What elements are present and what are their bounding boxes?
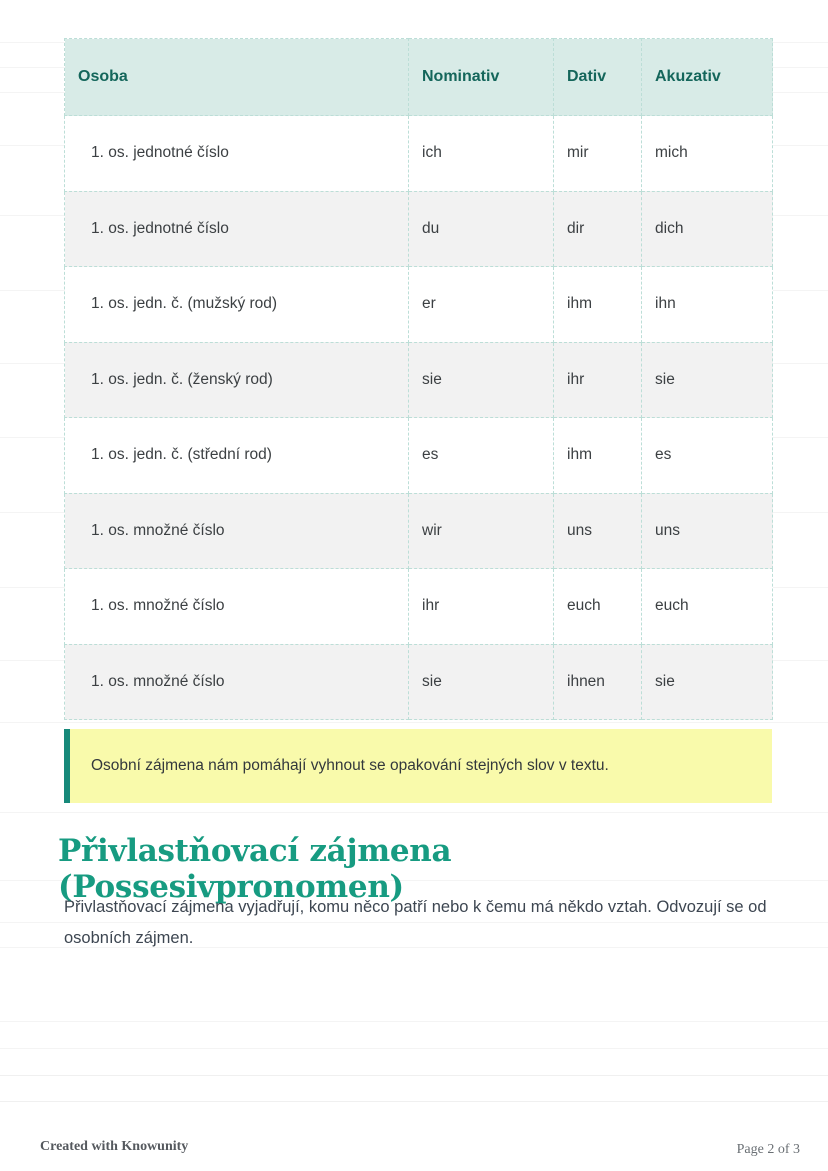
cell-osoba: 1. os. jedn. č. (střední rod) bbox=[65, 418, 409, 494]
cell-osoba: 1. os. jedn. č. (mužský rod) bbox=[65, 267, 409, 343]
column-header-akuzativ: Akuzativ bbox=[642, 39, 773, 116]
cell-akuzativ: uns bbox=[642, 493, 773, 569]
cell-dativ: euch bbox=[554, 569, 642, 645]
cell-dativ: ihnen bbox=[554, 644, 642, 720]
cell-dativ: mir bbox=[554, 116, 642, 192]
table-row bbox=[65, 493, 773, 569]
footer-branding: Created with Knowunity bbox=[40, 1139, 189, 1154]
cell-nominativ: sie bbox=[409, 644, 554, 720]
table-row bbox=[65, 342, 773, 418]
column-header-dativ: Dativ bbox=[554, 39, 642, 116]
cell-osoba: 1. os. množné číslo bbox=[65, 493, 409, 569]
table-header-row bbox=[65, 39, 773, 116]
cell-akuzativ: euch bbox=[642, 569, 773, 645]
table-row bbox=[65, 267, 773, 343]
callout-note bbox=[64, 729, 772, 803]
cell-dativ: dir bbox=[554, 191, 642, 267]
callout-note-text: Osobní zájmena nám pomáhají vyhnout se opakování stejných slov v textu. bbox=[91, 757, 609, 774]
section-paragraph: Přivlastňovací zájmena vyjadřují, komu něco patří nebo k čemu má někdo vztah. Odvozují se od osobních zájmen. bbox=[64, 898, 767, 947]
cell-osoba: 1. os. jedn. č. (ženský rod) bbox=[65, 342, 409, 418]
section-heading: Přivlastňovací zájmena (Possesivpronomen) bbox=[58, 833, 452, 905]
ghost-line bbox=[0, 1075, 828, 1076]
table-row bbox=[65, 644, 773, 720]
cell-nominativ: sie bbox=[409, 342, 554, 418]
ghost-line bbox=[0, 812, 828, 813]
cell-nominativ: ihr bbox=[409, 569, 554, 645]
cell-nominativ: du bbox=[409, 191, 554, 267]
table-row bbox=[65, 418, 773, 494]
footer-page-number: Page 2 of 3 bbox=[736, 1142, 800, 1157]
ghost-line bbox=[0, 1048, 828, 1049]
cell-osoba: 1. os. množné číslo bbox=[65, 644, 409, 720]
ghost-line bbox=[0, 1101, 828, 1102]
column-header-osoba: Osoba bbox=[65, 39, 409, 116]
cell-nominativ: ich bbox=[409, 116, 554, 192]
cell-dativ: ihr bbox=[554, 342, 642, 418]
cell-nominativ: es bbox=[409, 418, 554, 494]
cell-akuzativ: es bbox=[642, 418, 773, 494]
pronoun-table bbox=[64, 38, 773, 720]
cell-dativ: uns bbox=[554, 493, 642, 569]
table-row bbox=[65, 116, 773, 192]
ghost-line bbox=[0, 1021, 828, 1022]
cell-dativ: ihm bbox=[554, 267, 642, 343]
cell-osoba: 1. os. jednotné číslo bbox=[65, 116, 409, 192]
table-row bbox=[65, 569, 773, 645]
cell-akuzativ: mich bbox=[642, 116, 773, 192]
cell-akuzativ: dich bbox=[642, 191, 773, 267]
cell-dativ: ihm bbox=[554, 418, 642, 494]
cell-akuzativ: ihn bbox=[642, 267, 773, 343]
cell-nominativ: er bbox=[409, 267, 554, 343]
cell-osoba: 1. os. množné číslo bbox=[65, 569, 409, 645]
ghost-line bbox=[0, 722, 828, 723]
cell-nominativ: wir bbox=[409, 493, 554, 569]
cell-osoba: 1. os. jednotné číslo bbox=[65, 191, 409, 267]
column-header-nominativ: Nominativ bbox=[409, 39, 554, 116]
cell-akuzativ: sie bbox=[642, 342, 773, 418]
cell-akuzativ: sie bbox=[642, 644, 773, 720]
table-row bbox=[65, 191, 773, 267]
